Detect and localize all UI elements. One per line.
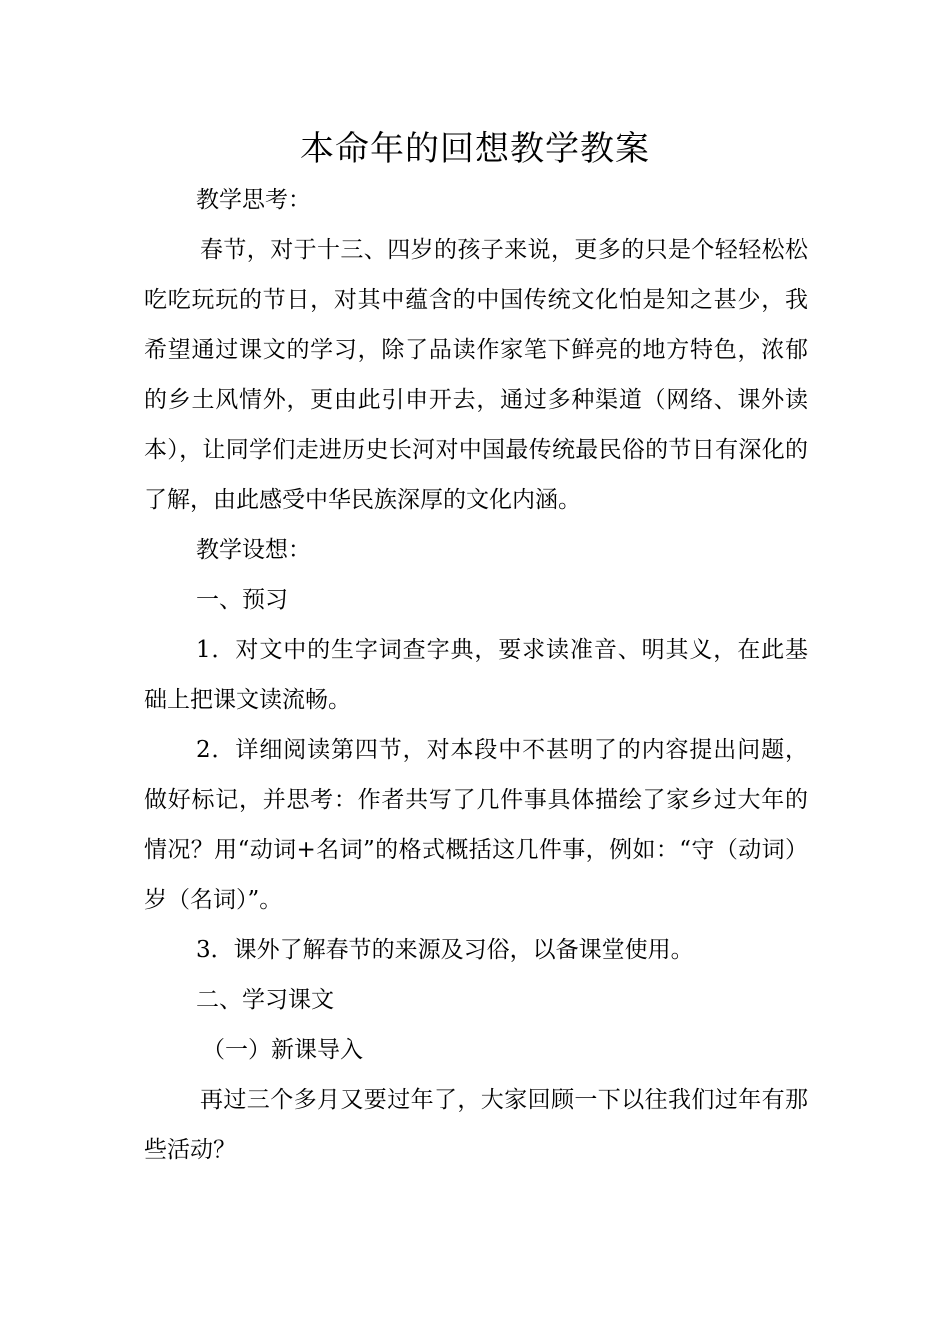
- paragraph-spring-festival-intro: 春节，对于十三、四岁的孩子来说，更多的只是个轻轻松松吃吃玩玩的节日，对其中蕴含的中国传统文化怕是知之甚少，我希望通过课文的学习，除了品读作家笔下鲜亮的地方特色，浓郁的乡土风情外，更由此引申开去，通过多种渠道（网络、课外读本），让同学们走进历史长河对中国最传统最民俗的节日有深化的了解，由此感受中华民族深厚的文化内涵。: [144, 237, 808, 513]
- section-heading-teaching-plan: 教学设想：: [196, 537, 311, 563]
- section-heading-study-text: 二、学习课文: [196, 987, 334, 1013]
- list-item-preview-2: 2．详细阅读第四节，对本段中不甚明了的内容提出问题，做好标记，并思考：作者共写了几件事具体描绘了家乡过大年的情况？用“动词+名词”的格式概括这几件事，例如：“守（动词）岁（名词）”。: [144, 737, 808, 913]
- paragraph-introduction: 再过三个多月又要过年了，大家回顾一下以往我们过年有那些活动？: [144, 1087, 808, 1163]
- list-item-preview-1: 1．对文中的生字词查字典，要求读准音、明其义，在此基础上把课文读流畅。: [144, 637, 808, 713]
- list-item-preview-3: 3．课外了解春节的来源及习俗，以备课堂使用。: [196, 937, 694, 963]
- document-body: [144, 175, 808, 1175]
- document-title: 本命年的回想教学教案: [300, 129, 650, 169]
- subsection-heading-introduction: （一）新课导入: [202, 1037, 363, 1063]
- section-heading-preview: 一、预习: [196, 587, 288, 613]
- section-heading-teaching-reflection: 教学思考：: [196, 187, 311, 213]
